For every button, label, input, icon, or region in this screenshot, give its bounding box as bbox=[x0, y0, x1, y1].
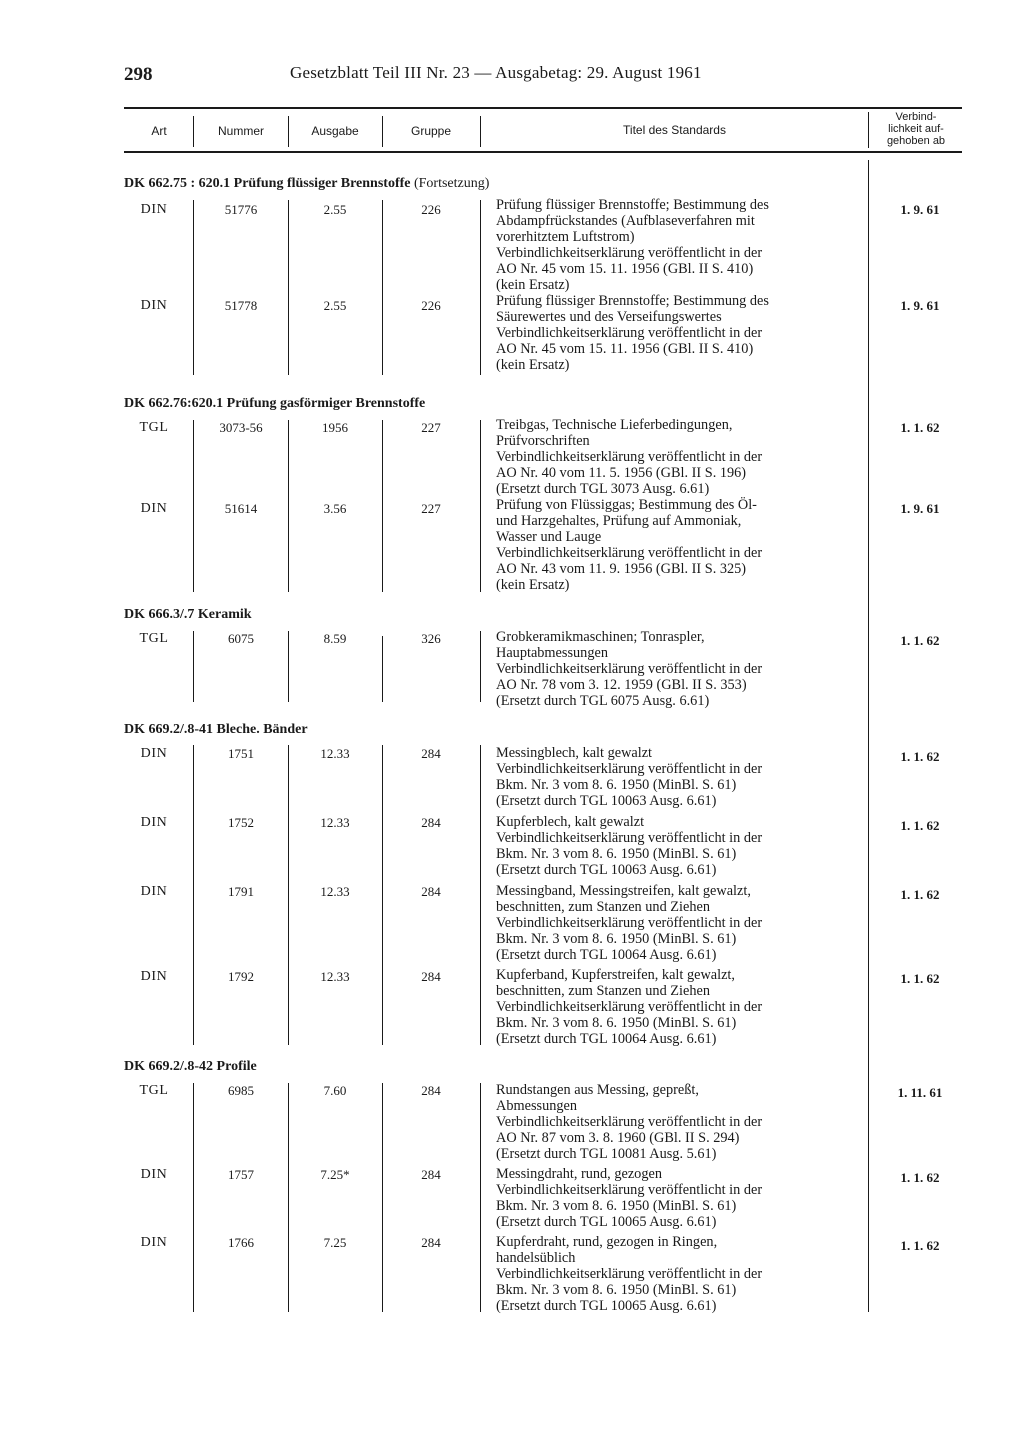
cell-gruppe: 226 bbox=[421, 202, 441, 217]
cell-aufgehoben: 1. 9. 61 bbox=[900, 501, 940, 516]
cell-gruppe: 326 bbox=[421, 631, 441, 646]
cell-art: TGL bbox=[139, 420, 169, 435]
section-heading-text: DK 669.2/.8-41 Bleche. Bänder bbox=[124, 722, 308, 737]
cell-title bbox=[496, 745, 868, 809]
cell-nummer: 51778 bbox=[224, 298, 258, 313]
cell-ausgabe: 3.56 bbox=[323, 501, 347, 516]
cell-aufgehoben: 1. 9. 61 bbox=[900, 202, 940, 217]
row-divider bbox=[480, 631, 481, 702]
title-line: Rundstangen aus Messing, gepreßt, bbox=[496, 1082, 699, 1098]
title-line: (Ersetzt durch TGL 6075 Ausg. 6.61) bbox=[496, 693, 710, 709]
page-number: 298 bbox=[124, 64, 153, 85]
title-line: Kupferblech, kalt gewalzt bbox=[496, 814, 645, 830]
cell-ausgabe: 1956 bbox=[322, 420, 348, 435]
title-line: beschnitten, zum Stanzen und Ziehen bbox=[496, 899, 710, 915]
cell-art: DIN bbox=[140, 501, 168, 516]
cell-art: TGL bbox=[139, 1083, 169, 1098]
column-header-ausgabe: Ausgabe bbox=[311, 124, 359, 138]
column-header-aufgehoben bbox=[870, 111, 962, 147]
row-divider bbox=[193, 1083, 194, 1312]
cell-nummer: 1757 bbox=[228, 1167, 254, 1182]
title-line: (kein Ersatz) bbox=[496, 577, 570, 593]
cell-title bbox=[496, 1166, 868, 1230]
row-divider bbox=[288, 1083, 289, 1312]
cell-title bbox=[496, 197, 868, 293]
cell-nummer: 3073-56 bbox=[219, 420, 263, 435]
title-line: Säurewertes und des Verseifungswertes bbox=[496, 309, 722, 325]
cell-aufgehoben: 1. 1. 62 bbox=[900, 818, 940, 833]
title-line: Bkm. Nr. 3 vom 8. 6. 1950 (MinBl. S. 61) bbox=[496, 1282, 737, 1298]
cell-ausgabe: 2.55 bbox=[323, 298, 347, 313]
title-line: Messingband, Messingstreifen, kalt gewalzt, bbox=[496, 883, 751, 899]
cell-title bbox=[496, 1082, 868, 1162]
title-line: (Ersetzt durch TGL 10064 Ausg. 6.61) bbox=[496, 947, 717, 963]
cell-ausgabe: 2.55 bbox=[323, 202, 347, 217]
row-divider bbox=[480, 745, 481, 1045]
cell-nummer: 1766 bbox=[228, 1235, 254, 1250]
title-line: AO Nr. 43 vom 11. 9. 1956 (GBl. II S. 325) bbox=[496, 561, 747, 577]
cell-title bbox=[496, 1234, 868, 1314]
title-line: Verbindlichkeitserklärung veröffentlicht in der bbox=[496, 545, 763, 561]
title-line: und Harzgehaltes, Prüfung auf Ammoniak, bbox=[496, 513, 742, 529]
title-line: AO Nr. 87 vom 3. 8. 1960 (GBl. II S. 294) bbox=[496, 1130, 740, 1146]
cell-aufgehoben: 1. 1. 62 bbox=[900, 749, 940, 764]
title-line: Hauptabmessungen bbox=[496, 645, 608, 661]
title-line: Verbindlichkeitserklärung veröffentlicht in der bbox=[496, 245, 763, 261]
row-divider bbox=[480, 1083, 481, 1312]
section-heading bbox=[124, 1059, 257, 1075]
title-line: Bkm. Nr. 3 vom 8. 6. 1950 (MinBl. S. 61) bbox=[496, 846, 737, 862]
running-head: Gesetzblatt Teil III Nr. 23 — Ausgabetag: 29. August 1961 bbox=[290, 63, 702, 82]
cell-ausgabe: 12.33 bbox=[320, 969, 350, 984]
cell-gruppe: 284 bbox=[421, 746, 441, 761]
title-line: Bkm. Nr. 3 vom 8. 6. 1950 (MinBl. S. 61) bbox=[496, 1198, 737, 1214]
title-line: (Ersetzt durch TGL 10065 Ausg. 6.61) bbox=[496, 1214, 717, 1230]
cell-art: DIN bbox=[140, 1167, 168, 1182]
cell-aufgehoben: 1. 1. 62 bbox=[900, 1238, 940, 1253]
cell-nummer: 1791 bbox=[228, 884, 254, 899]
cell-gruppe: 227 bbox=[421, 501, 441, 516]
cell-nummer: 51614 bbox=[224, 501, 258, 516]
cell-ausgabe: 12.33 bbox=[320, 884, 350, 899]
title-line: Verbindlichkeitserklärung veröffentlicht in der bbox=[496, 999, 763, 1015]
title-line: Prüfung flüssiger Brennstoffe; Bestimmung des bbox=[496, 197, 769, 213]
cell-aufgehoben: 1. 1. 62 bbox=[900, 887, 940, 902]
section-heading bbox=[124, 722, 308, 738]
title-line: (kein Ersatz) bbox=[496, 277, 570, 293]
cell-gruppe: 284 bbox=[421, 1235, 441, 1250]
cell-ausgabe: 8.59 bbox=[323, 631, 347, 646]
section-heading-text: DK 666.3/.7 Keramik bbox=[124, 607, 252, 622]
cell-art: DIN bbox=[140, 746, 168, 761]
cell-gruppe: 284 bbox=[421, 969, 441, 984]
cell-art: DIN bbox=[140, 1235, 168, 1250]
column-header-gruppe: Gruppe bbox=[410, 124, 452, 138]
title-line: Messingblech, kalt gewalzt bbox=[496, 745, 653, 761]
title-line: (Ersetzt durch TGL 10063 Ausg. 6.61) bbox=[496, 862, 717, 878]
cell-nummer: 51776 bbox=[224, 202, 258, 217]
cell-nummer: 1751 bbox=[228, 746, 254, 761]
title-line: AO Nr. 40 vom 11. 5. 1956 (GBl. II S. 196) bbox=[496, 465, 747, 481]
table-right-divider bbox=[868, 160, 869, 1312]
cell-nummer: 6985 bbox=[228, 1083, 254, 1098]
title-line: Verbindlichkeitserklärung veröffentlicht in der bbox=[496, 325, 763, 341]
section-heading-suffix: (Fortsetzung) bbox=[413, 176, 490, 191]
cell-nummer: 6075 bbox=[228, 631, 254, 646]
title-line: beschnitten, zum Stanzen und Ziehen bbox=[496, 983, 710, 999]
column-header-art: Art bbox=[151, 124, 167, 138]
cell-title bbox=[496, 417, 868, 497]
title-line: Kupferband, Kupferstreifen, kalt gewalzt, bbox=[496, 967, 735, 983]
cell-aufgehoben: 1. 9. 61 bbox=[900, 298, 940, 313]
title-line: Treibgas, Technische Lieferbedingungen, bbox=[496, 417, 733, 433]
title-line: AO Nr. 45 vom 15. 11. 1956 (GBl. II S. 410) bbox=[496, 261, 754, 277]
section-heading-text: DK 662.75 : 620.1 Prüfung flüssiger Brennstoffe bbox=[124, 176, 411, 191]
row-divider bbox=[480, 200, 481, 375]
cell-gruppe: 227 bbox=[421, 420, 441, 435]
title-line: Bkm. Nr. 3 vom 8. 6. 1950 (MinBl. S. 61) bbox=[496, 931, 737, 947]
cell-art: DIN bbox=[140, 969, 168, 984]
cell-art: DIN bbox=[140, 815, 168, 830]
section-heading-text: DK 662.76:620.1 Prüfung gasförmiger Brennstoffe bbox=[124, 396, 426, 411]
section-heading bbox=[124, 607, 252, 623]
title-line: Prüfung von Flüssiggas; Bestimmung des Öl- bbox=[496, 497, 757, 513]
section-heading-text: DK 669.2/.8-42 Profile bbox=[124, 1059, 257, 1074]
title-line: vorerhitztem Luftstrom) bbox=[496, 229, 635, 245]
cell-ausgabe: 7.60 bbox=[323, 1083, 347, 1098]
title-line: Grobkeramikmaschinen; Tonraspler, bbox=[496, 629, 705, 645]
cell-gruppe: 284 bbox=[421, 815, 441, 830]
cell-aufgehoben: 1. 1. 62 bbox=[900, 1170, 940, 1185]
title-line: (Ersetzt durch TGL 10064 Ausg. 6.61) bbox=[496, 1031, 717, 1047]
title-line: Verbindlichkeitserklärung veröffentlicht in der bbox=[496, 830, 763, 846]
title-line: (Ersetzt durch TGL 10065 Ausg. 6.61) bbox=[496, 1298, 717, 1314]
cell-nummer: 1792 bbox=[228, 969, 254, 984]
cell-ausgabe: 7.25* bbox=[320, 1167, 350, 1182]
cell-title bbox=[496, 814, 868, 878]
title-line: Verbindlichkeitserklärung veröffentlicht in der bbox=[496, 761, 763, 777]
row-divider bbox=[382, 1083, 383, 1312]
cell-art: DIN bbox=[140, 298, 168, 313]
cell-ausgabe: 7.25 bbox=[323, 1235, 347, 1250]
cell-aufgehoben: 1. 1. 62 bbox=[900, 971, 940, 986]
title-line: Verbindlichkeitserklärung veröffentlicht in der bbox=[496, 915, 763, 931]
cell-aufgehoben: 1. 11. 61 bbox=[897, 1085, 943, 1100]
title-line: Kupferdraht, rund, gezogen in Ringen, bbox=[496, 1234, 718, 1250]
cell-ausgabe: 12.33 bbox=[320, 815, 350, 830]
cell-nummer: 1752 bbox=[228, 815, 254, 830]
table-top-rule bbox=[124, 107, 962, 109]
title-line: (Ersetzt durch TGL 10063 Ausg. 6.61) bbox=[496, 793, 717, 809]
cell-title bbox=[496, 967, 868, 1047]
row-divider bbox=[382, 200, 383, 375]
cell-title bbox=[496, 629, 868, 709]
title-line: Verbindlichkeitserklärung veröffentlicht in der bbox=[496, 1182, 763, 1198]
cell-gruppe: 284 bbox=[421, 1083, 441, 1098]
title-line: Bkm. Nr. 3 vom 8. 6. 1950 (MinBl. S. 61) bbox=[496, 777, 737, 793]
title-line: AO Nr. 78 vom 3. 12. 1959 (GBl. II S. 353) bbox=[496, 677, 747, 693]
cell-art: TGL bbox=[139, 631, 169, 646]
title-line: Abdampfrückstandes (Aufblaseverfahren mit bbox=[496, 213, 755, 229]
title-line: Prüfung flüssiger Brennstoffe; Bestimmung des bbox=[496, 293, 769, 309]
cell-aufgehoben: 1. 1. 62 bbox=[900, 420, 940, 435]
title-line: handelsüblich bbox=[496, 1250, 576, 1266]
title-line: Abmessungen bbox=[496, 1098, 578, 1114]
title-line: (Ersetzt durch TGL 3073 Ausg. 6.61) bbox=[496, 481, 710, 497]
row-divider bbox=[193, 200, 194, 375]
title-line: Messingdraht, rund, gezogen bbox=[496, 1166, 662, 1182]
column-header-aufgehoben-line: Verbind- bbox=[895, 111, 937, 123]
column-header-nummer: Nummer bbox=[217, 124, 264, 138]
section-heading bbox=[124, 176, 489, 192]
title-line: Prüfvorschriften bbox=[496, 433, 590, 449]
title-line: Verbindlichkeitserklärung veröffentlicht in der bbox=[496, 449, 763, 465]
cell-ausgabe: 12.33 bbox=[320, 746, 350, 761]
cell-art: DIN bbox=[140, 884, 168, 899]
cell-title bbox=[496, 497, 868, 593]
title-line: (Ersetzt durch TGL 10081 Ausg. 5.61) bbox=[496, 1146, 717, 1162]
column-header-aufgehoben-line: lichkeit auf- bbox=[888, 123, 944, 135]
row-divider bbox=[480, 420, 481, 592]
cell-title bbox=[496, 883, 868, 963]
cell-title bbox=[496, 293, 868, 373]
table-header-bottom-rule bbox=[124, 151, 962, 153]
cell-gruppe: 284 bbox=[421, 884, 441, 899]
cell-gruppe: 226 bbox=[421, 298, 441, 313]
title-line: AO Nr. 45 vom 15. 11. 1956 (GBl. II S. 410) bbox=[496, 341, 754, 357]
title-line: Wasser und Lauge bbox=[496, 529, 602, 545]
section-heading bbox=[124, 396, 425, 412]
title-line: Verbindlichkeitserklärung veröffentlicht in der bbox=[496, 661, 763, 677]
cell-gruppe: 284 bbox=[421, 1167, 441, 1182]
title-line: Verbindlichkeitserklärung veröffentlicht in der bbox=[496, 1114, 763, 1130]
title-line: Verbindlichkeitserklärung veröffentlicht in der bbox=[496, 1266, 763, 1282]
title-line: (kein Ersatz) bbox=[496, 357, 570, 373]
row-divider bbox=[288, 200, 289, 375]
cell-aufgehoben: 1. 1. 62 bbox=[900, 633, 940, 648]
title-line: Bkm. Nr. 3 vom 8. 6. 1950 (MinBl. S. 61) bbox=[496, 1015, 737, 1031]
cell-art: DIN bbox=[140, 202, 168, 217]
column-header-aufgehoben-line: gehoben ab bbox=[886, 135, 946, 147]
column-header-titel: Titel des Standards bbox=[623, 123, 726, 137]
